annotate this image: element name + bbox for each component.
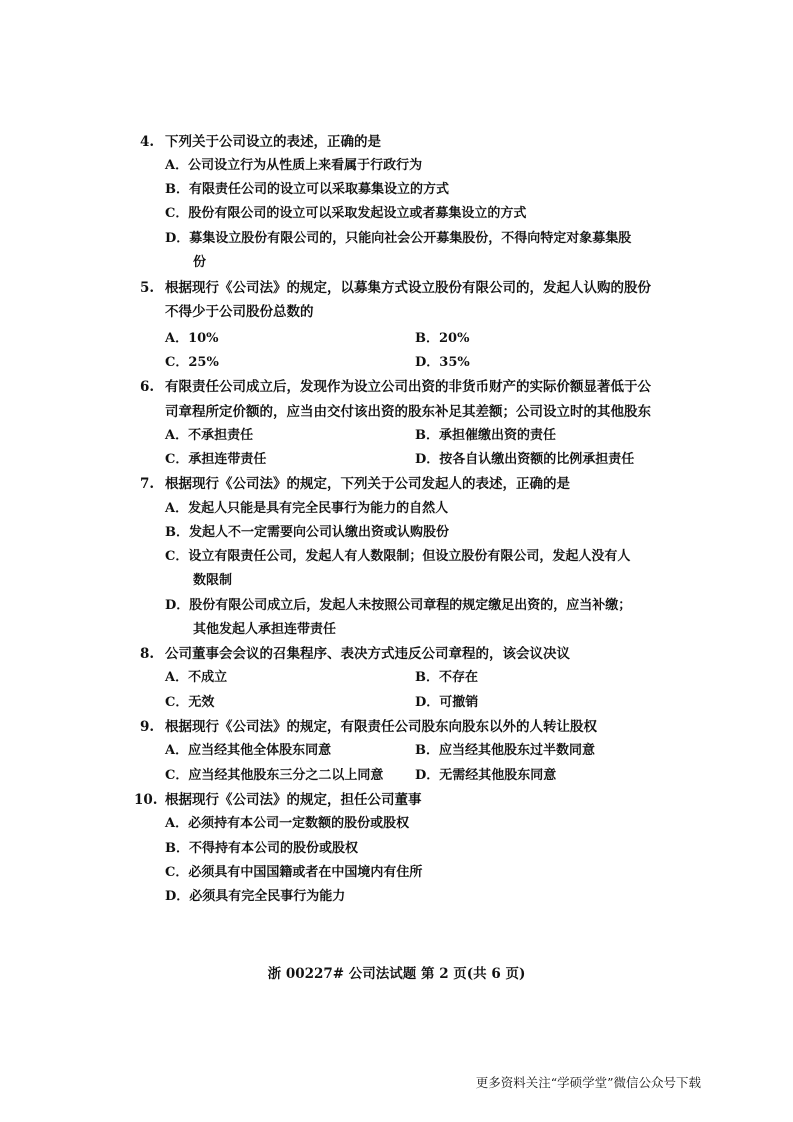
option-c: C．股份有限公司的设立可以采取发起设立或者募集设立的方式 <box>165 206 527 221</box>
question-stem: 公司董事会会议的召集程序、表决方式违反公司章程的，该会议决议 <box>165 646 570 662</box>
question-stem: 根据现行《公司法》的规定，以募集方式设立股份有限公司的，发起人认购的股份 <box>165 280 651 296</box>
option-c: C．25% <box>165 355 219 370</box>
page-footer: 浙 00227# 公司法试题 第 2 页(共 6 页) <box>267 966 526 982</box>
option-d: D．按各自认缴出资额的比例承担责任 <box>415 452 635 467</box>
question-stem-continuation: 不得少于公司股份总数的 <box>165 304 314 320</box>
option-a: A．应当经其他全体股东同意 <box>165 743 332 758</box>
option-b: B．不存在 <box>415 670 478 685</box>
option-d: D．股份有限公司成立后，发起人未按照公司章程的规定缴足出资的，应当补缴； <box>165 598 632 613</box>
option-c: C．应当经其他股东三分之二以上同意 <box>165 768 384 783</box>
option-c-continuation: 数限制 <box>193 573 233 588</box>
question-stem: 下列关于公司设立的表述，正确的是 <box>165 134 381 150</box>
option-c: C．承担连带责任 <box>165 452 267 467</box>
question-stem: 有限责任公司成立后，发现作为设立公司出资的非货币财产的实际价额显著低于公 <box>165 379 651 395</box>
option-d: D．无需经其他股东同意 <box>415 768 557 783</box>
option-b: B．有限责任公司的设立可以采取募集设立的方式 <box>165 182 449 197</box>
question-number: 7. <box>140 476 155 492</box>
option-d: D．募集设立股份有限公司的，只能向社会公开募集股份，不得向特定对象募集股 <box>165 231 632 246</box>
option-d: D．可撤销 <box>415 695 479 710</box>
option-a: A．公司设立行为从性质上来看属于行政行为 <box>165 158 423 173</box>
question-stem: 根据现行《公司法》的规定，担任公司董事 <box>165 792 422 808</box>
option-c: C．设立有限责任公司，发起人有人数限制；但设立股份有限公司，发起人没有人 <box>165 549 631 564</box>
option-d-continuation: 份 <box>193 255 207 270</box>
option-a: A．发起人只能是具有完全民事行为能力的自然人 <box>165 501 449 516</box>
question-number: 6. <box>140 379 155 395</box>
question-stem: 根据现行《公司法》的规定，下列关于公司发起人的表述，正确的是 <box>165 476 570 492</box>
option-d-continuation: 其他发起人承担连带责任 <box>193 622 337 637</box>
option-a: A．必须持有本公司一定数额的股份或股权 <box>165 816 410 831</box>
option-b: B．20% <box>415 331 470 346</box>
question-number: 8. <box>140 646 155 662</box>
question-number: 5. <box>140 280 155 296</box>
option-b: B．承担催缴出资的责任 <box>415 428 556 443</box>
option-b: B．应当经其他股东过半数同意 <box>415 743 595 758</box>
question-stem-continuation: 司章程所定价额的，应当由交付该出资的股东补足其差额；公司设立时的其他股东 <box>165 404 651 420</box>
option-a: A．不承担责任 <box>165 428 254 443</box>
option-a: A．不成立 <box>165 670 228 685</box>
question-number: 9. <box>140 719 155 735</box>
question-number: 4. <box>140 134 155 150</box>
question-stem: 根据现行《公司法》的规定，有限责任公司股东向股东以外的人转让股权 <box>165 719 597 735</box>
option-d: D．必须具有完全民事行为能力 <box>165 889 346 904</box>
option-a: A．10% <box>165 331 219 346</box>
option-b: B．发起人不一定需要向公司认缴出资或认购股份 <box>165 525 449 540</box>
option-c: C．必须具有中国国籍或者在中国境内有住所 <box>165 865 423 880</box>
option-c: C．无效 <box>165 695 215 710</box>
promo-note: 更多资料关注“学硕学堂”微信公众号下载 <box>475 1075 701 1090</box>
question-number: 10. <box>134 792 158 808</box>
option-d: D．35% <box>415 355 470 370</box>
option-b: B．不得持有本公司的股份或股权 <box>165 841 358 856</box>
